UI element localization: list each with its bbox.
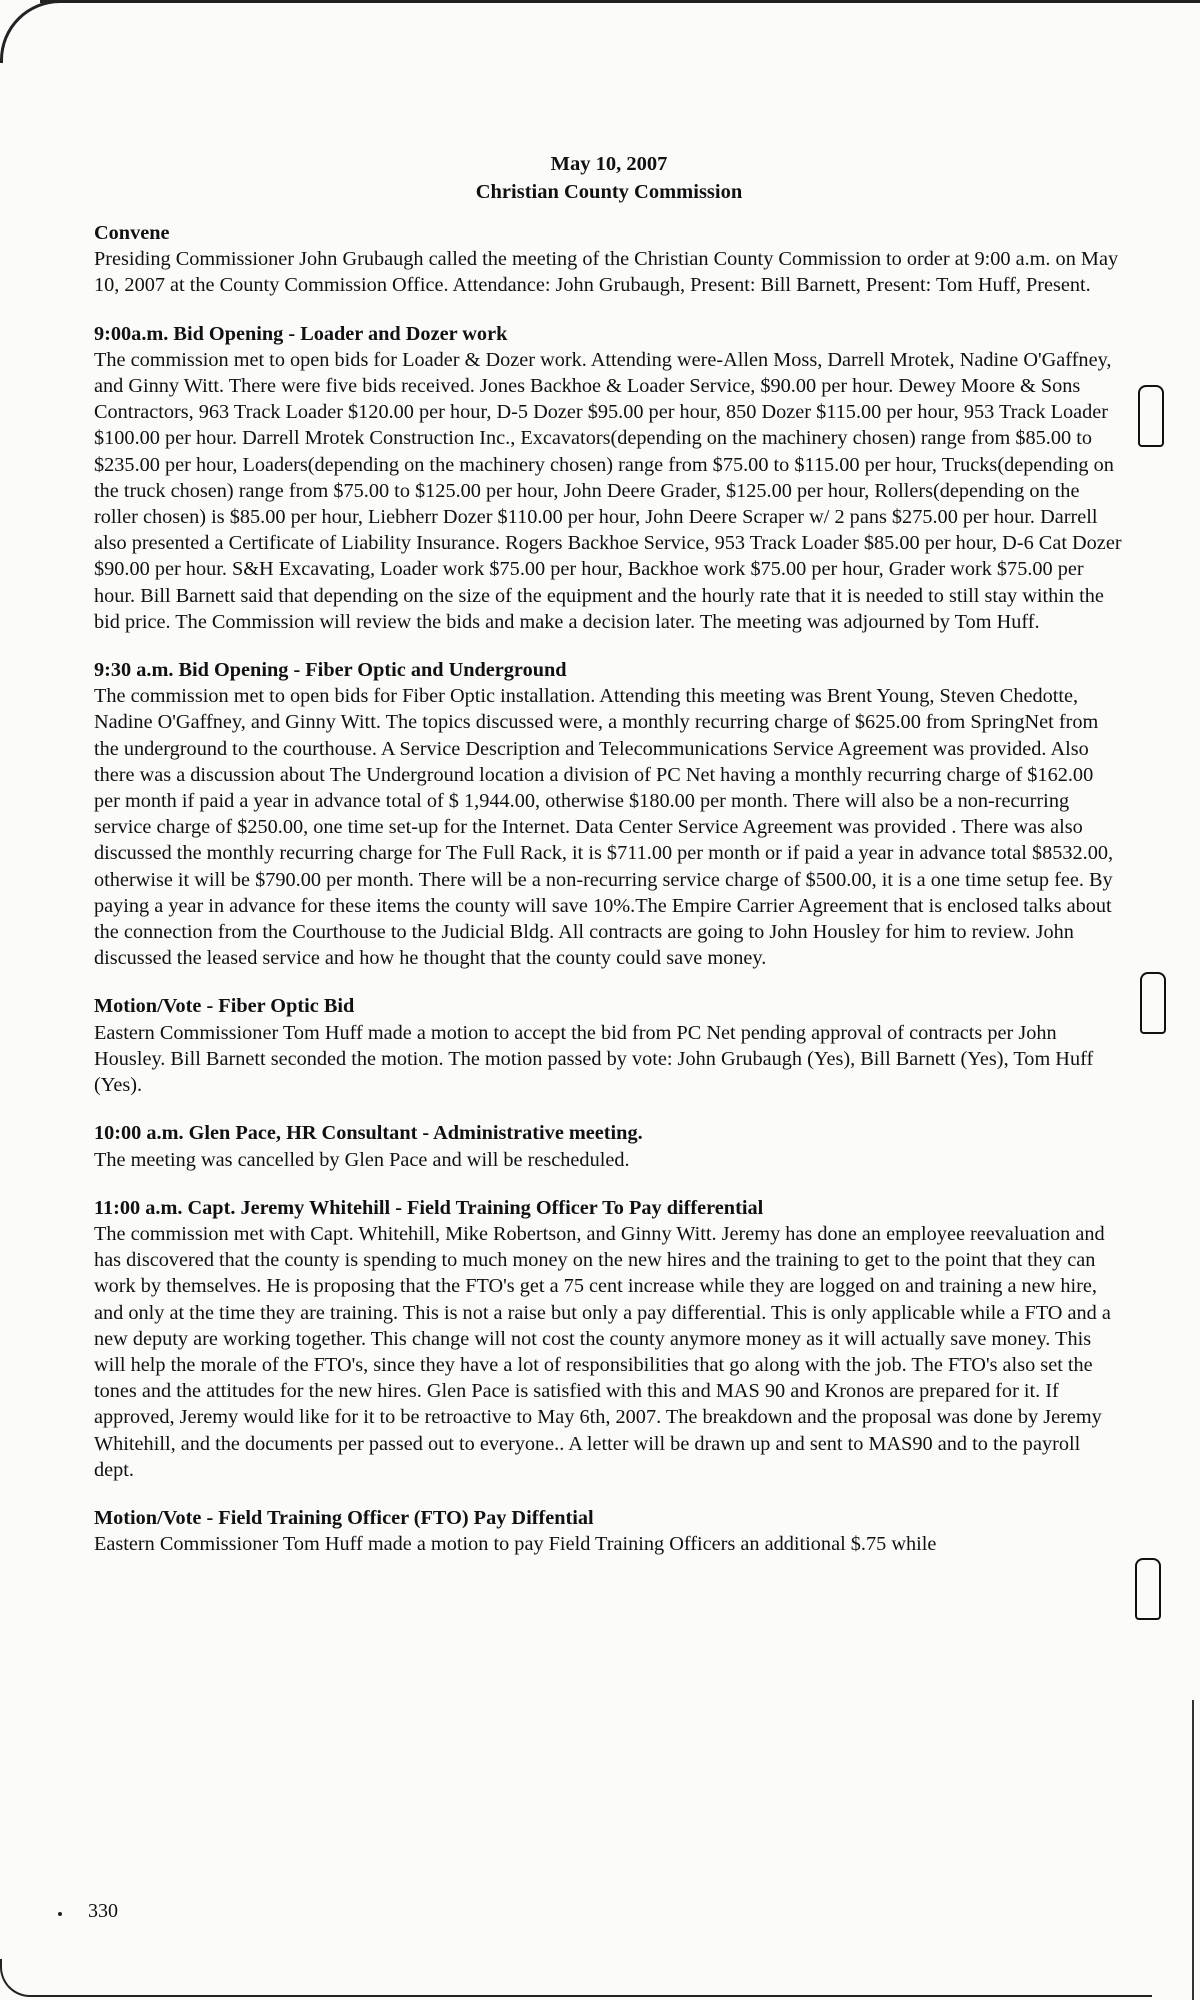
section-convene	[94, 220, 1124, 299]
section-heading: 11:00 a.m. Capt. Jeremy Whitehill - Field Training Officer To Pay differential	[94, 1196, 764, 1219]
section-hr-consultant	[94, 1120, 1124, 1172]
section-fiber-optic-bid	[94, 657, 1124, 971]
section-body: Eastern Commissioner Tom Huff made a motion to pay Field Training Officers an additional $.75 while	[94, 1533, 937, 1556]
section-loader-dozer-bid	[94, 321, 1124, 635]
margin-bracket-mark	[1140, 972, 1166, 1034]
scan-edge-bottom	[0, 1959, 1152, 1997]
section-body: The meeting was cancelled by Glen Pace and will be rescheduled.	[94, 1148, 630, 1171]
minutes-content	[94, 150, 1124, 1579]
document-title: Christian County Commission	[475, 181, 743, 203]
section-heading: 9:00a.m. Bid Opening - Loader and Dozer work	[94, 322, 508, 345]
section-heading: Convene	[94, 222, 170, 244]
section-body: The commission met with Capt. Whitehill, Mike Robertson, and Ginny Witt. Jeremy has done an employee reevaluation and has discovered that the county is spending to much money on the new hires and the training to get to the point that they can work by themselves. He is proposing that the FTO's get a 75 cent increase while they are logged on and training a new hire, and only at the time they are training. This is not a raise but only a pay differential. This is only applicable while a FTO and a new deputy are working together. This change will not cost the county anymore money as it will actually save money. This will help the morale of the FTO's, since they have a lot of responsibilities that go along with the job. The FTO's also set the tones and the attitudes for the new hires. Glen Pace is satisfied with this and MAS 90 and Kronos are prepared for it. If approved, Jeremy would like for it to be retroactive to May 6th, 2007. The breakdown and the proposal was done by Jeremy Whitehill, and the documents per passed out to everyone.. A letter will be drawn up and sent to MAS90 and to the payroll dept.	[94, 1222, 1111, 1481]
section-body: Eastern Commissioner Tom Huff made a motion to accept the bid from PC Net pending approval of contracts per John Housley. Bill Barnett seconded the motion. The motion passed by vote: John Grubaugh (Yes), Bill Barnett (Yes), Tom Huff (Yes).	[94, 1021, 1094, 1097]
section-heading: Motion/Vote - Fiber Optic Bid	[94, 995, 355, 1018]
section-fiber-optic-vote	[94, 993, 1124, 1098]
meeting-date: May 10, 2007	[550, 153, 668, 175]
section-fto-pay-differential	[94, 1195, 1124, 1483]
margin-bracket-mark	[1135, 1558, 1161, 1620]
scan-edge-top	[40, 0, 1200, 3]
section-body: The commission met to open bids for Fiber Optic installation. Attending this meeting was Brent Young, Steven Chedotte, Nadine O'Gaffney, and Ginny Witt. The topics discussed were, a monthly recurring charge of $625.00 from SpringNet from the underground to the courthouse. A Service Description and Telecommunications Service Agreement was provided. Also there was a discussion about The Underground location a division of PC Net having a monthly recurring charge of $162.00 per month if paid a year in advance total of $ 1,944.00, otherwise $180.00 per month. There will also be a non-recurring service charge of $250.00, one time set-up for the Internet. Data Center Service Agreement was provided . There was also discussed the monthly recurring charge for The Full Rack, it is $711.00 per month or if paid a year in advance total $8532.00, otherwise it will be $790.00 per month. There will be a non-recurring service charge of $500.00, it is a one time setup fee. By paying a year in advance for these items the county will save 10%.The Empire Carrier Agreement that is enclosed talks about the connection from the Courthouse to the Judicial Bldg. All contracts are going to John Housley for him to review. John discussed the leased service and how he thought that the county could save money.	[94, 685, 1114, 970]
section-heading: 10:00 a.m. Glen Pace, HR Consultant - Administrative meeting.	[94, 1122, 643, 1145]
section-heading: Motion/Vote - Field Training Officer (FTO) Pay Diffential	[94, 1506, 594, 1529]
scan-edge-corner	[0, 0, 63, 63]
section-body: Presiding Commissioner John Grubaugh called the meeting of the Christian County Commission to order at 9:00 a.m. on May 10, 2007 at the County Commission Office. Attendance: John Grubaugh, Present: Bill Barnett, Present: Tom Huff, Present.	[94, 248, 1119, 297]
scan-edge-right	[1192, 1700, 1194, 2000]
page-number: 330	[88, 1900, 118, 1922]
scan-speck	[58, 1912, 62, 1916]
section-body: The commission met to open bids for Loader & Dozer work. Attending were-Allen Moss, Darrell Mrotek, Nadine O'Gaffney, and Ginny Witt. There were five bids received. Jones Backhoe & Loader Service, $90.00 per hour. Dewey Moore & Sons Contractors, 963 Track Loader $120.00 per hour, D-5 Dozer $95.00 per hour, 850 Dozer $115.00 per hour, 953 Track Loader $100.00 per hour. Darrell Mrotek Construction Inc., Excavators(depending on the machinery chosen) range from $85.00 to $235.00 per hour, Loaders(depending on the machinery chosen) range from $75.00 to $115.00 per hour, Trucks(depending on the truck chosen) range from $75.00 to $125.00 per hour, John Deere Grader, $125.00 per hour, Rollers(depending on the roller chosen) is $85.00 per hour, Liebherr Dozer $110.00 per hour, John Deere Scraper w/ 2 pans $275.00 per hour. Darrell also presented a Certificate of Liability Insurance. Rogers Backhoe Service, 953 Track Loader $85.00 per hour, D-6 Cat Dozer $90.00 per hour. S&H Excavating, Loader work $75.00 per hour, Backhoe work $75.00 per hour, Grader work $75.00 per hour. Bill Barnett said that depending on the size of the equipment and the hourly rate that it is needed to still stay within the bid price. The Commission will review the bids and make a decision later. The meeting was adjourned by Tom Huff.	[94, 348, 1122, 633]
section-fto-vote	[94, 1505, 1124, 1557]
section-heading: 9:30 a.m. Bid Opening - Fiber Optic and Underground	[94, 659, 567, 682]
margin-bracket-mark	[1138, 385, 1164, 447]
document-header	[94, 150, 1124, 206]
